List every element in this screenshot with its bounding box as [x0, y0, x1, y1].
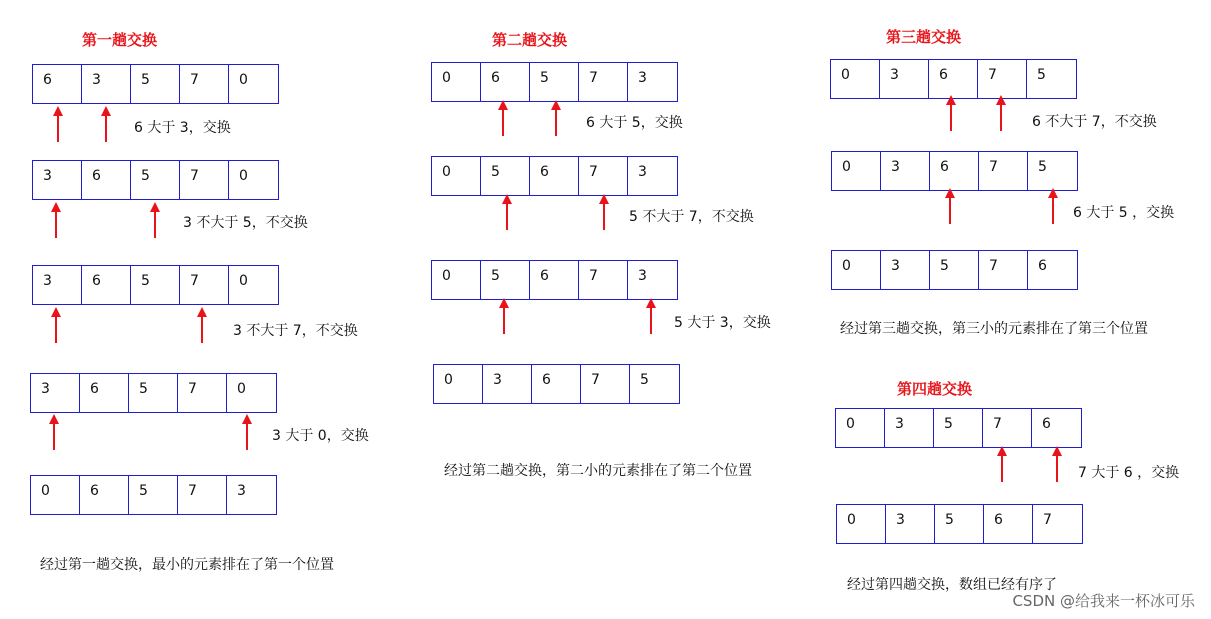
array-cell: 7 [579, 63, 628, 101]
array-cell: 6 [80, 476, 129, 514]
array-cell: 3 [483, 365, 532, 403]
array-cell: 7 [983, 409, 1032, 447]
arrow-up-icon [498, 100, 508, 136]
arrow-up-icon [997, 446, 1007, 482]
pass-1-step-2-note: 3 不大于 5，不交换 [183, 215, 308, 231]
pass-2-step-1-note: 6 大于 5，交换 [586, 115, 683, 131]
array-cell: 5 [481, 157, 530, 195]
array-cell: 3 [237, 483, 246, 499]
arrow-up-icon [945, 188, 955, 224]
pass-3-step-1-note: 6 不大于 7，不交换 [1032, 114, 1157, 130]
array-cell: 7 [979, 152, 1028, 190]
arrow-up-icon [646, 298, 656, 334]
pass-4-result-array [836, 504, 1083, 544]
array-cell: 7 [579, 261, 628, 299]
arrow-up-icon [51, 307, 61, 343]
pass-3-result-array [831, 250, 1078, 290]
arrow-up-icon [101, 106, 111, 142]
array-cell: 6 [82, 161, 131, 199]
watermark: CSDN @给我来一杯冰可乐 [1012, 592, 1195, 610]
pass-1-step-1-array [32, 64, 279, 104]
array-cell: 6 [80, 374, 129, 412]
pass-1-result-array [30, 475, 277, 515]
pass-3-step-1-array [830, 59, 1077, 99]
array-cell: 0 [31, 476, 80, 514]
array-cell: 5 [129, 476, 178, 514]
pass-3-step-2-array [831, 151, 1078, 191]
pass-2-step-2-note: 5 不大于 7，不交换 [629, 209, 754, 225]
array-cell: 3 [881, 152, 930, 190]
array-cell: 7 [180, 65, 229, 103]
arrow-up-icon [1048, 188, 1058, 224]
arrow-up-icon [599, 194, 609, 230]
array-cell: 3 [638, 268, 647, 284]
pass-2-summary: 经过第二趟交换，第二小的元素排在了第二个位置 [444, 463, 752, 479]
array-cell: 6 [930, 152, 979, 190]
array-cell: 7 [178, 374, 227, 412]
array-cell: 3 [638, 70, 647, 86]
array-cell: 7 [979, 251, 1028, 289]
array-cell: 5 [131, 266, 180, 304]
pass-1-title: 第一趟交换 [82, 31, 158, 49]
array-cell: 5 [1038, 159, 1047, 175]
arrow-up-icon [51, 202, 61, 238]
arrow-up-icon [197, 307, 207, 343]
array-cell: 6 [984, 505, 1033, 543]
array-cell: 7 [180, 266, 229, 304]
array-cell: 5 [640, 372, 649, 388]
array-cell: 7 [978, 60, 1027, 98]
array-cell: 0 [432, 261, 481, 299]
array-cell: 0 [239, 72, 248, 88]
pass-1-summary: 经过第一趟交换，最小的元素排在了第一个位置 [40, 557, 334, 573]
pass-1-step-1-note: 6 大于 3，交换 [134, 120, 231, 136]
array-cell: 3 [881, 251, 930, 289]
array-cell: 7 [180, 161, 229, 199]
array-cell: 0 [832, 251, 881, 289]
pass-4-summary: 经过第四趟交换，数组已经有序了 [847, 577, 1057, 593]
array-cell: 6 [530, 157, 579, 195]
array-cell: 5 [934, 409, 983, 447]
array-cell: 0 [239, 273, 248, 289]
array-cell: 7 [178, 476, 227, 514]
pass-3-title: 第三趟交换 [886, 28, 962, 46]
array-cell: 5 [1037, 67, 1046, 83]
pass-4-step-1-note: 7 大于 6 ，交换 [1078, 465, 1180, 481]
arrow-up-icon [1052, 446, 1062, 482]
pass-2-step-1-array [431, 62, 678, 102]
array-cell: 0 [434, 365, 483, 403]
arrow-up-icon [996, 95, 1006, 131]
pass-4-step-1-array [835, 408, 1082, 448]
array-cell: 5 [930, 251, 979, 289]
pass-4-title: 第四趟交换 [897, 380, 973, 398]
arrow-up-icon [242, 414, 252, 450]
pass-1-step-2-array [32, 160, 279, 200]
array-cell: 7 [581, 365, 630, 403]
array-cell: 7 [579, 157, 628, 195]
pass-2-step-3-note: 5 大于 3，交换 [674, 315, 771, 331]
array-cell: 0 [837, 505, 886, 543]
array-cell: 5 [129, 374, 178, 412]
array-cell: 5 [131, 65, 180, 103]
pass-3-step-2-note: 6 大于 5 ，交换 [1073, 205, 1175, 221]
array-cell: 6 [1042, 416, 1051, 432]
array-cell: 0 [432, 157, 481, 195]
pass-2-step-3-array [431, 260, 678, 300]
arrow-up-icon [502, 194, 512, 230]
array-cell: 0 [836, 409, 885, 447]
array-cell: 7 [1043, 512, 1052, 528]
arrow-up-icon [150, 202, 160, 238]
array-cell: 6 [1038, 258, 1047, 274]
pass-1-step-3-note: 3 不大于 7，不交换 [233, 323, 358, 339]
pass-2-result-array [433, 364, 680, 404]
array-cell: 6 [532, 365, 581, 403]
array-cell: 3 [880, 60, 929, 98]
array-cell: 3 [82, 65, 131, 103]
arrow-up-icon [53, 106, 63, 142]
pass-1-step-3-array [32, 265, 279, 305]
pass-1-step-4-array [30, 373, 277, 413]
pass-2-step-2-array [431, 156, 678, 196]
array-cell: 3 [33, 266, 82, 304]
arrow-up-icon [551, 100, 561, 136]
array-cell: 5 [530, 63, 579, 101]
array-cell: 0 [831, 60, 880, 98]
array-cell: 5 [935, 505, 984, 543]
array-cell: 6 [481, 63, 530, 101]
arrow-up-icon [946, 95, 956, 131]
array-cell: 6 [33, 65, 82, 103]
array-cell: 0 [237, 381, 246, 397]
array-cell: 3 [886, 505, 935, 543]
arrow-up-icon [499, 298, 509, 334]
array-cell: 0 [832, 152, 881, 190]
pass-3-summary: 经过第三趟交换，第三小的元素排在了第三个位置 [840, 321, 1148, 337]
array-cell: 3 [638, 164, 647, 180]
array-cell: 6 [82, 266, 131, 304]
array-cell: 5 [131, 161, 180, 199]
array-cell: 6 [530, 261, 579, 299]
array-cell: 0 [239, 168, 248, 184]
array-cell: 6 [929, 60, 978, 98]
array-cell: 3 [885, 409, 934, 447]
pass-1-step-4-note: 3 大于 0，交换 [272, 428, 369, 444]
pass-2-title: 第二趟交换 [492, 31, 568, 49]
array-cell: 5 [481, 261, 530, 299]
array-cell: 3 [31, 374, 80, 412]
array-cell: 3 [33, 161, 82, 199]
arrow-up-icon [49, 414, 59, 450]
array-cell: 0 [432, 63, 481, 101]
